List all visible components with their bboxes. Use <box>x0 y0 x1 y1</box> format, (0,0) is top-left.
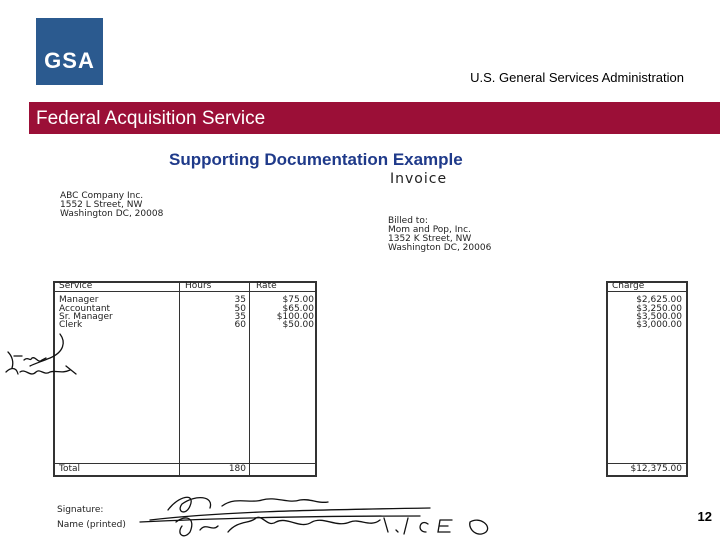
charge-cell: $3,250.00 <box>636 304 682 314</box>
signature-scribble <box>168 497 328 512</box>
charge-cell: $3,500.00 <box>636 312 682 322</box>
service-cell: Accountant <box>59 304 111 314</box>
slide-title: Supporting Documentation Example <box>169 150 463 169</box>
service-cell: Sr. Manager <box>59 312 113 322</box>
name-printed-label: Name (printed) <box>57 520 126 530</box>
charge-cell: $2,625.00 <box>636 295 682 305</box>
total-hours: 180 <box>228 464 246 474</box>
service-cell: Clerk <box>59 320 83 330</box>
printed-name-handwriting <box>176 517 380 536</box>
rate-cell: $50.00 <box>282 320 314 330</box>
invoice-title: Invoice <box>390 171 448 187</box>
total-charge: $12,375.00 <box>630 464 682 474</box>
annotation-arrow <box>30 334 63 366</box>
hours-cell: 50 <box>234 304 246 314</box>
service-cell: Manager <box>59 295 99 305</box>
signature-underline <box>150 508 430 520</box>
billed-to-line: Washington DC, 20006 <box>388 243 492 253</box>
from-line: 1552 L Street, NW <box>60 200 143 210</box>
billed-to-line: Billed to: <box>388 216 428 226</box>
billed-to-line: 1352 K Street, NW <box>388 234 472 244</box>
hours-cell: 60 <box>234 320 246 330</box>
logo-text: GSA <box>44 48 95 73</box>
hours-cell: 35 <box>234 312 246 322</box>
page-number: 12 <box>697 509 712 524</box>
rate-cell: $100.00 <box>276 312 314 322</box>
col-header-service: Service <box>59 281 93 291</box>
col-header-rate: Rate <box>256 281 277 291</box>
charge-cell: $3,000.00 <box>636 320 682 330</box>
printed-name-handwriting <box>384 518 488 534</box>
rate-cell: $65.00 <box>282 304 314 314</box>
rate-cell: $75.00 <box>282 295 314 305</box>
org-name: U.S. General Services Administration <box>470 70 684 85</box>
col-header-hours: Hours <box>185 281 212 291</box>
from-line: ABC Company Inc. <box>60 191 144 201</box>
from-line: Washington DC, 20008 <box>60 209 164 219</box>
hours-cell: 35 <box>234 295 246 305</box>
handwritten-note <box>8 352 46 368</box>
handwritten-note <box>6 366 76 374</box>
billed-to-line: Mom and Pop, Inc. <box>388 225 471 235</box>
banner-text: Federal Acquisition Service <box>36 108 266 129</box>
total-label: Total <box>59 464 81 474</box>
col-header-charge: Charge <box>612 281 645 291</box>
signature-label: Signature: <box>57 505 104 515</box>
